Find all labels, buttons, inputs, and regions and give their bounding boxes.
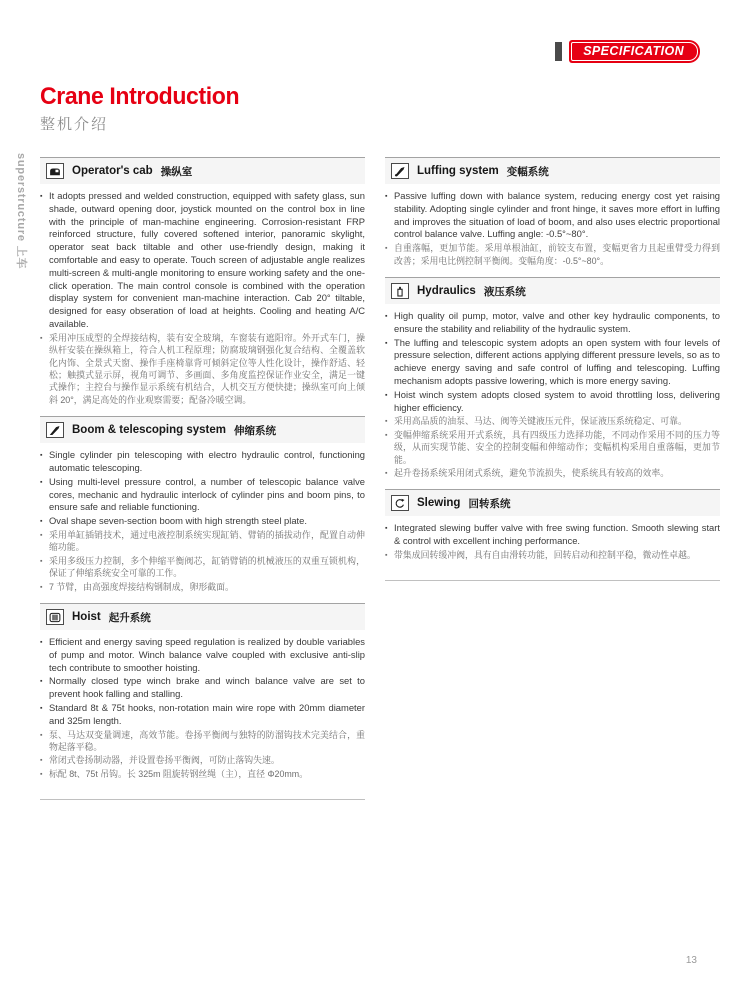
bullet-item: ▪ Hoist winch system adopts closed system to avoid throttling loss, delivering higher efficiency.	[385, 389, 720, 415]
section-title-zh: 伸缩系统	[234, 424, 277, 437]
section-title-en: Slewing	[417, 497, 461, 510]
bullet-list	[385, 310, 720, 479]
bullet-item: ▪ Integrated slewing buffer valve with free swing function. Smooth slewing start & control with excellent inching performance.	[385, 522, 720, 548]
bullet-list	[385, 190, 720, 267]
bullet-item: ▪ 采用单缸插销技术，通过电液控制系统实现缸销、臂销的插拔动作，配置自动伸缩功能。	[40, 529, 365, 554]
title-block	[40, 84, 247, 134]
page-number: 13	[685, 955, 697, 966]
boom-icon	[46, 422, 64, 438]
section-header	[385, 278, 720, 304]
bullet-list	[40, 449, 365, 593]
bullet-item: ▪ Normally closed type winch brake and winch balance valve are set to prevent hook falling and stalling.	[40, 675, 365, 701]
section-header	[40, 604, 365, 630]
bullet-item: ▪ 起升卷扬系统采用闭式系统，避免节流损失，使系统具有较高的效率。	[385, 467, 720, 479]
bullet-item: ▪ 采用冲压成型的全焊接结构，装有安全玻璃，车窗装有遮阳帘。外开式车门，操纵杆安装在操纵箱上，符合人机工程原理；防腐玻璃钢强化复合结构、全覆盖软化内饰、全景式天窗、操作手座椅靠背可倾斜定位等人性化设计，操作舒适、轻松；触摸式显示屏，视角可调节、多画面、多角度监控保证作业安全，满足一键式操作；主控台与操作显示系统有机结合，人机交互方便快捷；操纵室可向上倾斜 20°，满足高处的作业观察需要；配备冷暖空调。	[40, 332, 365, 406]
content-columns	[40, 157, 720, 800]
bullet-item: ▪ It adopts pressed and welded construction, equipped with safety glass, sun shade, outward opening door, joystick mounted on the control box in line with the principle of man-machine engineering. Corrosion-resistant FRP reinforced structure, fully covered softened interior, panoramic skylight, operator seat back tiltable and other use-friendly design, making it comfortable and easy to operate. Touch screen of adjustable angle realizes multi-screen & multi-angle monitoring to ensure working safety and the one-click operation. The main control console is combined with the operation display system for convenient man-machine interaction. Cab 20° tiltable, designed for easy obseration of load at heights. Cooling and heating A/C available.	[40, 190, 365, 331]
section-luffing	[385, 157, 720, 277]
bullet-item: ▪ Oval shape seven-section boom with high strength steel plate.	[40, 515, 365, 528]
cab-icon	[46, 163, 64, 179]
side-vertical-label: superstructure 上车	[15, 153, 27, 270]
section-hoist	[40, 603, 365, 790]
bullet-item: ▪ 7 节臂，由高强度焊接结构钢制成，卵形截面。	[40, 581, 365, 593]
bullet-item: ▪ The luffing and telescopic system adopts an open system with four levels of pressure selection, different actions applying different pressure levels, so as to achieve energy saving and safe control of luffing and telescoping. Luffing mechanism adopts passive lowering, which is more energy saving.	[385, 337, 720, 388]
bullet-item: ▪ 带集成回转缓冲阀，具有自由滑转功能，回转启动和控制平稳，微动性卓越。	[385, 549, 720, 561]
section-operators-cab	[40, 157, 365, 416]
bullet-item: ▪ 采用多级压力控制，多个伸缩平衡阀芯，缸销臂销的机械液压的双重互锁机构，保证了伸缩系统安全可靠的工作。	[40, 555, 365, 580]
section-title-zh: 变幅系统	[506, 165, 549, 178]
bullet-list	[40, 636, 365, 780]
section-title-zh: 起升系统	[108, 611, 151, 624]
bullet-item: ▪ 变幅伸缩系统采用开式系统，具有四级压力选择功能，不同动作采用不同的压力等级，从而实现节能、安全的控制变幅和伸缩动作；变幅机构采用自重落幅，更加节能。	[385, 429, 720, 466]
bullet-list	[385, 522, 720, 561]
section-title-en: Hoist	[72, 611, 101, 624]
section-title-en: Hydraulics	[417, 285, 476, 297]
bullet-item: ▪ Single cylinder pin telescoping with electro hydraulic control, functioning automatic telescoping.	[40, 449, 365, 475]
section-slewing	[385, 489, 720, 571]
page-title: Crane Introduction	[40, 83, 240, 110]
section-title-zh: 回转系统	[468, 497, 511, 510]
bullet-list	[40, 190, 365, 406]
right-column	[385, 157, 720, 581]
page-subtitle: 整机介绍	[40, 116, 109, 133]
hydraulic-cylinder-icon	[391, 283, 409, 299]
slewing-icon	[391, 495, 409, 511]
section-title-zh: 操纵室	[160, 165, 193, 178]
section-title-en: Boom & telescoping system	[72, 424, 227, 437]
section-header	[385, 490, 720, 516]
winch-icon	[46, 609, 64, 625]
section-header	[40, 417, 365, 443]
specification-badge-label: SPECIFICATION	[571, 42, 698, 61]
bullet-item: ▪ Efficient and energy saving speed regulation is realized by double variables of pump and motor. Winch balance valve coupled with exclusive anti-slip tech contribute to smoother hoisting.	[40, 636, 365, 674]
section-title-en: Luffing system	[417, 165, 499, 177]
bullet-item: ▪ 标配 8t、75t 吊钩。长 325m 阻旋转钢丝绳（主），直径 Φ20mm。	[40, 768, 365, 780]
section-hydraulics	[385, 277, 720, 489]
section-title-en: Operator's cab	[72, 165, 153, 177]
bullet-item: ▪ 泵、马达双变量调速，高效节能。卷扬平衡阀与独特的防溜钩技术完美结合，重物起落平稳。	[40, 729, 365, 754]
section-header	[385, 158, 720, 184]
luffing-icon	[391, 163, 409, 179]
section-boom-telescoping	[40, 416, 365, 603]
banner-accent-bar	[555, 42, 562, 61]
section-header	[40, 158, 365, 184]
specification-banner	[555, 40, 700, 63]
bullet-item: ▪ 自重落幅，更加节能。采用单根油缸，前铰支布置，变幅更省力且起重臂受力得到改善；采用电比例控制平衡阀。变幅角度：-0.5°~80°。	[385, 242, 720, 267]
bullet-item: ▪ 采用高品质的油泵、马达、阀等关键液压元件，保证液压系统稳定、可靠。	[385, 415, 720, 427]
bullet-item: ▪ Passive luffing down with balance system, reducing energy cost yet raising stability. Adopting single cylinder and front hinge, it saves more effort in luffing and improves the situation of load of boom, and also uses electric proportional control balance valve. Luffing angle: -0.5°~80°.	[385, 190, 720, 241]
bullet-item: ▪ 常闭式卷扬制动器，并设置卷扬平衡阀，可防止落钩失速。	[40, 754, 365, 766]
bullet-item: ▪ High quality oil pump, motor, valve and other key hydraulic components, to ensure the stability and reliability of the hydraulic system.	[385, 310, 720, 336]
bullet-item: ▪ Standard 8t & 75t hooks, non-rotation main wire rope with 20mm diameter and 325m length.	[40, 702, 365, 728]
section-title-zh: 液压系统	[483, 285, 526, 298]
bullet-item: ▪ Using multi-level pressure control, a number of telescopic balance valve cores, mechanic and hydraulic interlock of cylinder pins and boom pins, to ensure safe and reliable functioning.	[40, 476, 365, 514]
specification-badge	[569, 40, 700, 63]
left-column	[40, 157, 365, 800]
